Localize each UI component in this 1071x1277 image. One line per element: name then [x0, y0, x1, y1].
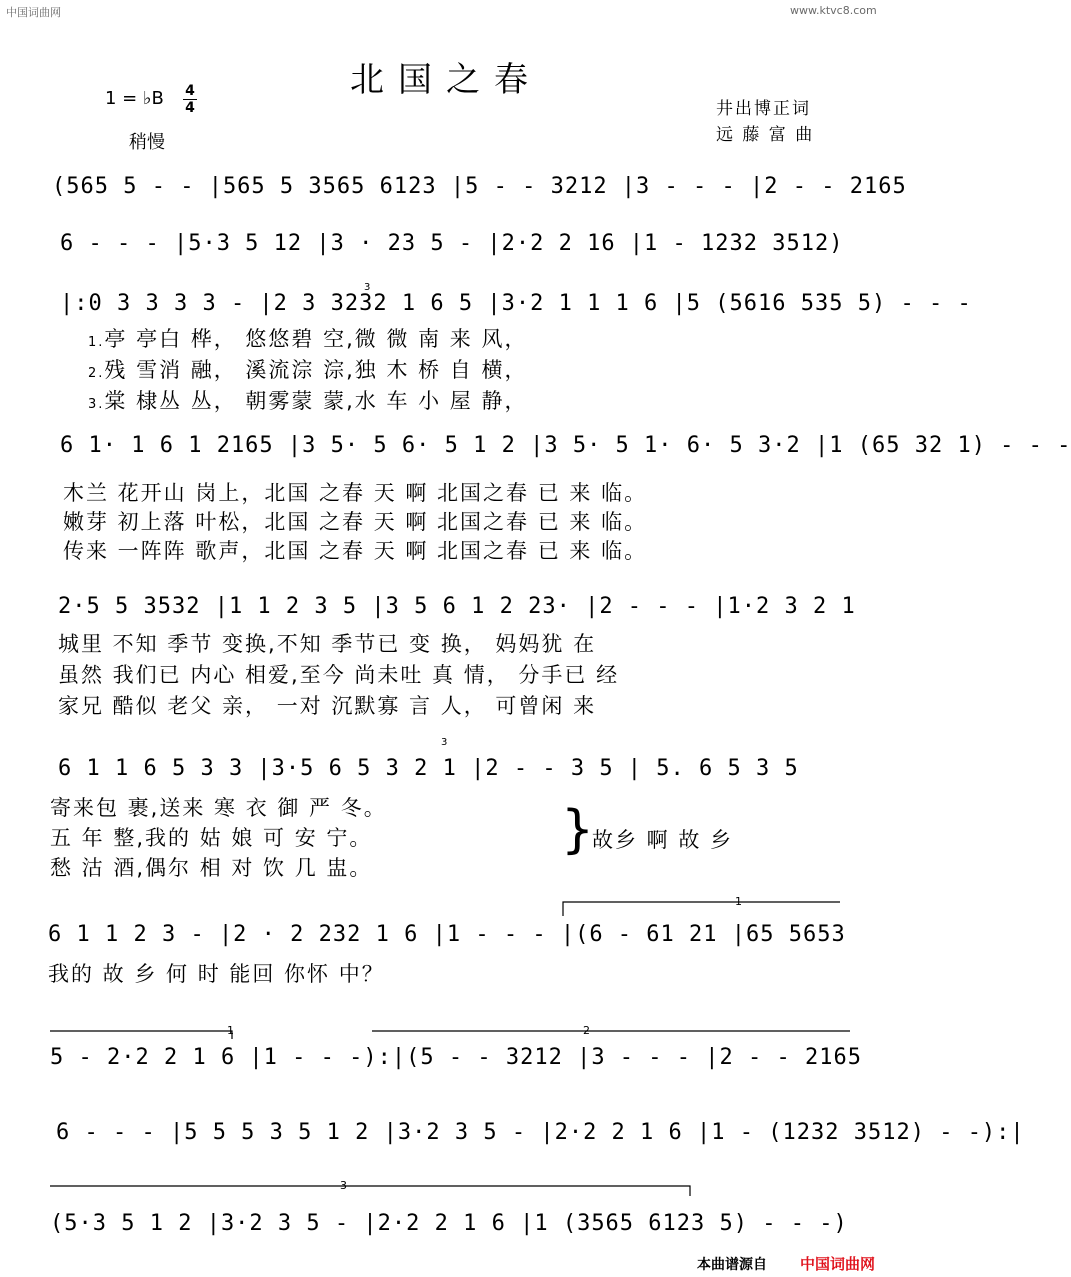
- score-line-1: (565 5 - - |565 5 3565 6123 |5 - - 3212 |3 - - - |2 - - 2165: [52, 174, 907, 199]
- composer-credit: 远 藤 富 曲: [716, 125, 815, 145]
- tempo-marking: 稍慢: [129, 132, 165, 153]
- key-signature: 1 = ♭B: [105, 88, 164, 109]
- song-title: 北国之春: [350, 60, 542, 100]
- verse-number-3: 3.: [88, 397, 105, 412]
- score-line-3: |:0 3 3 3 3 - |2 3 3232 1 6 5 |3·2 1 1 1 6 |5 (5616 535 5) - - -: [60, 291, 972, 316]
- score-line-4: 6 1· 1 6 1 2165 |3 5· 5 6· 5 1 2 |3 5· 5 1· 6· 5 3·2 |1 (65 32 1) - - -: [60, 433, 1071, 458]
- time-signature-top: 4: [185, 83, 195, 99]
- lyric-verse3-line2: 传来 一阵阵 歌声，北国 之春 天 啊 北国之春 已 来 临。: [63, 539, 648, 563]
- lyricist-credit: 井出博正词: [716, 99, 811, 119]
- score-line-6: 6 1 1 6 5 3 3 |3·5 6 5 3 2 1 |2 - - 3 5 | 5. 6 5 3 5: [58, 756, 799, 781]
- lyric-verse1-line4: 寄来包 裹,送来 寒 衣 御 严 冬。: [50, 796, 387, 820]
- verse-number-2: 2.: [88, 366, 105, 381]
- lyric-text: 残 雪消 融， 溪流淙 淙,独 木 桥 自 横，: [104, 358, 528, 382]
- volta-3: [50, 1186, 690, 1196]
- watermark-right: www.ktvc8.com: [790, 4, 877, 17]
- lyric-text: 棠 棣丛 丛， 朝雾蒙 蒙,水 车 小 屋 静，: [104, 389, 528, 413]
- footer-brand[interactable]: 中国词曲网: [800, 1255, 876, 1273]
- volta-1-lower: [50, 1031, 232, 1039]
- score-line-9: 6 - - - |5 5 5 3 5 1 2 |3·2 3 5 - |2·2 2 1 6 |1 - (1232 3512) - -):|: [56, 1120, 1025, 1145]
- verse-brace: }: [561, 800, 595, 860]
- volta-1-upper: [563, 902, 840, 916]
- volta-label-3: 3: [340, 1179, 347, 1192]
- footer-source: 本曲谱源自: [697, 1257, 767, 1273]
- verse-number-1: 1.: [88, 335, 105, 350]
- triplet-mark-2: 3: [441, 737, 448, 748]
- score-line-7: 6 1 1 2 3 - |2 · 2 232 1 6 |1 - - - |(6 - 61 21 |65 5653: [48, 922, 846, 947]
- volta-label-2: 2: [583, 1024, 590, 1037]
- lyric-text: 亭 亭白 桦， 悠悠碧 空,微 微 南 来 风，: [104, 327, 528, 351]
- score-line-5: 2·5 5 3532 |1 1 2 3 5 |3 5 6 1 2 23· |2 - - - |1·2 3 2 1: [58, 594, 856, 619]
- volta-label-1a: 1: [735, 895, 742, 908]
- lyric-verse2-line2: 嫩芽 初上落 叶松，北国 之春 天 啊 北国之春 已 来 临。: [63, 510, 648, 534]
- time-signature-bottom: 4: [185, 100, 195, 116]
- lyric-verse2-line4: 五 年 整,我的 姑 娘 可 安 宁。: [50, 826, 373, 850]
- lyric-final-line: 我的 故 乡 何 时 能回 你怀 中？: [48, 962, 385, 986]
- volta-label-1b: 1: [227, 1024, 234, 1037]
- lyric-verse1-line3: 城里 不知 季节 变换,不知 季节已 变 换， 妈妈犹 在: [58, 632, 597, 656]
- lyric-verse3-line3: 家兄 酷似 老父 亲， 一对 沉默寡 言 人， 可曾闲 来: [58, 694, 597, 718]
- watermark-left: 中国词曲网: [6, 6, 61, 19]
- score-line-2: 6 - - - |5·3 5 12 |3 · 23 5 - |2·2 2 16 |1 - 1232 3512): [60, 231, 844, 256]
- lyric-verse1-line2: 木兰 花开山 岗上，北国 之春 天 啊 北国之春 已 来 临。: [63, 481, 648, 505]
- score-line-10: (5·3 5 1 2 |3·2 3 5 - |2·2 2 1 6 |1 (3565 6123 5) - - -): [50, 1211, 848, 1236]
- lyric-verse2-line3: 虽然 我们已 内心 相爱,至今 尚未吐 真 情， 分手已 经: [58, 663, 620, 687]
- score-line-8: 5 - 2·2 2 1 6 |1 - - -):|(5 - - 3212 |3 - - - |2 - - 2165: [50, 1045, 862, 1070]
- lyric-refrain: 故乡 啊 故 乡: [592, 828, 734, 852]
- lyric-verse3-line4: 愁 沽 酒,偶尔 相 对 饮 几 盅。: [50, 856, 373, 880]
- triplet-mark-1: 3: [364, 282, 371, 293]
